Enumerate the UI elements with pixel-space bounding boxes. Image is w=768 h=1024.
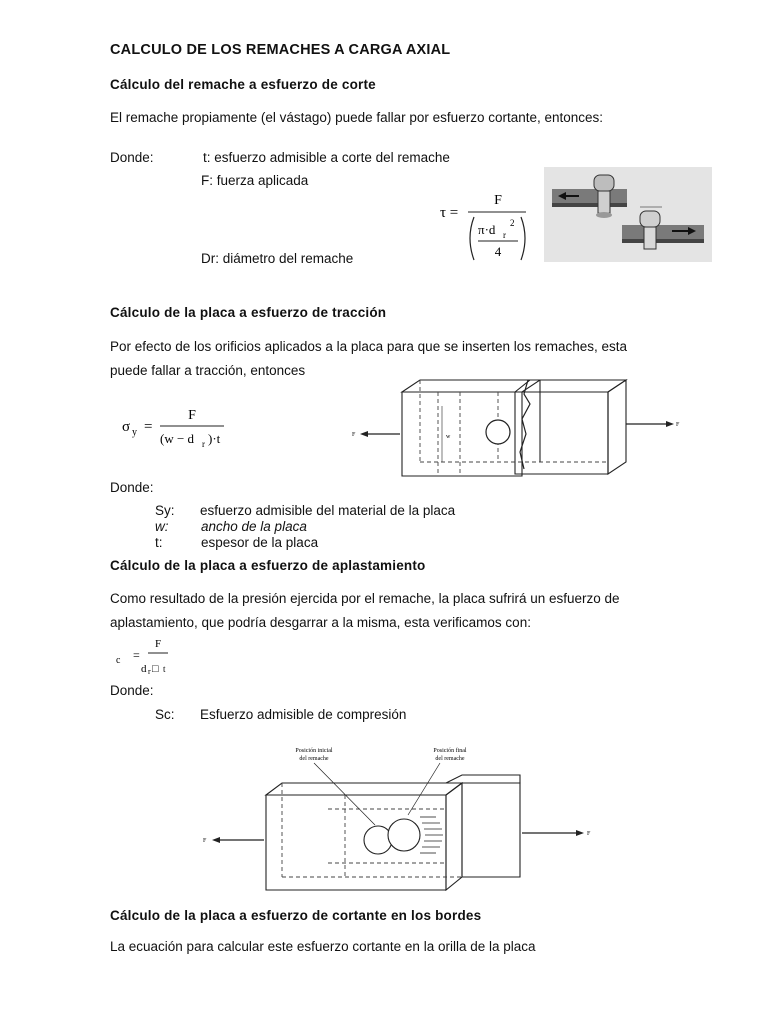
bearing-formula: [116, 634, 186, 678]
bearing-def-sym-sc: Sc:: [155, 707, 175, 722]
bearing-figure-label-final-2: del remache: [435, 756, 465, 762]
tension-def-sym-w: w:: [155, 519, 169, 534]
shear-formula-lhs: τ =: [440, 205, 459, 221]
bearing-donde: Donde:: [110, 683, 154, 698]
bearing-figure-force-left: F: [203, 838, 207, 844]
shear-donde: Donde:: [110, 150, 154, 165]
tension-formula-den-sub: r: [202, 439, 205, 449]
tension-formula-num: F: [188, 408, 196, 423]
tension-formula-den: (w − d: [160, 431, 195, 446]
bearing-formula-den: d: [141, 663, 147, 675]
shear-formula: [430, 186, 540, 266]
tension-line1: Por efecto de los orificios aplicados a la placa para que se inserten los remaches, esta: [110, 339, 628, 354]
section-heading-tension: Cálculo de la placa a esfuerzo de tracción: [110, 305, 387, 320]
bearing-def-text-sc: Esfuerzo admisible de compresión: [200, 707, 407, 722]
tension-formula-eq: =: [144, 419, 153, 435]
bearing-formula-den-box: □: [152, 663, 159, 675]
tension-formula: [122, 405, 232, 450]
plate-bearing-figure: [200, 745, 600, 895]
tension-figure-force-right: F: [676, 422, 680, 428]
tension-line2: puede fallar a tracción, entonces: [110, 363, 306, 378]
bearing-figure-label-initial-2: del remache: [299, 756, 329, 762]
plate-tension-figure: [350, 374, 690, 479]
shear-intro: El remache propiamente (el vástago) puede fallar por esfuerzo cortante, entonces:: [110, 110, 604, 125]
tension-formula-den-end: )·t: [208, 431, 221, 446]
tension-def-text-t: espesor de la placa: [201, 535, 319, 550]
bearing-formula-lhs: c: [116, 655, 121, 666]
shear-formula-den: π·d: [478, 222, 496, 237]
bearing-line2: aplastamiento, que podría desgarrar a la misma, esta verificamos con:: [110, 615, 531, 630]
bearing-line1: Como resultado de la presión ejercida por el remache, la placa sufrirá un esfuerzo de: [110, 591, 620, 606]
section-heading-bearing: Cálculo de la placa a esfuerzo de aplastamiento: [110, 558, 426, 573]
shear-def-f: F: fuerza aplicada: [201, 173, 309, 188]
bearing-formula-den-sub: r: [148, 667, 151, 676]
tension-def-text-w: ancho de la placa: [201, 519, 307, 534]
section-heading-edge: Cálculo de la placa a esfuerzo de cortante en los bordes: [110, 908, 482, 923]
tension-def-sym-t: t:: [155, 535, 163, 550]
tension-figure-width-label: w: [446, 434, 451, 440]
bearing-formula-eq: =: [133, 648, 140, 662]
tension-formula-lhs: σ: [122, 419, 131, 435]
section-heading-shear: Cálculo del remache a esfuerzo de corte: [110, 77, 376, 92]
shear-formula-num: F: [494, 193, 502, 208]
tension-def-text-sy: esfuerzo admisible del material de la placa: [200, 503, 456, 518]
tension-def-sym-sy: Sy:: [155, 503, 175, 518]
bearing-figure-force-right: F: [587, 831, 591, 837]
rivet-shear-image: [544, 167, 712, 262]
tension-formula-lhs-sub: y: [132, 427, 137, 438]
tension-figure-force-left: F: [352, 432, 356, 438]
bearing-figure-label-final-1: Posición final: [433, 748, 467, 754]
tension-donde: Donde:: [110, 480, 154, 495]
edge-line1: La ecuación para calcular este esfuerzo cortante en la orilla de la placa: [110, 939, 536, 954]
bearing-formula-num: F: [154, 638, 162, 650]
shear-formula-sub: r: [503, 230, 506, 240]
bearing-figure-label-initial-1: Posición inicial: [295, 748, 333, 754]
shear-def-t: t: esfuerzo admisible a corte del remache: [203, 150, 450, 165]
shear-def-dr: Dr: diámetro del remache: [201, 251, 354, 266]
page-title: CALCULO DE LOS REMACHES A CARGA AXIAL: [110, 42, 451, 58]
bearing-formula-den-end: t: [163, 664, 166, 674]
shear-formula-den-bottom: 4: [494, 244, 502, 259]
shear-formula-sup: 2: [510, 218, 515, 228]
